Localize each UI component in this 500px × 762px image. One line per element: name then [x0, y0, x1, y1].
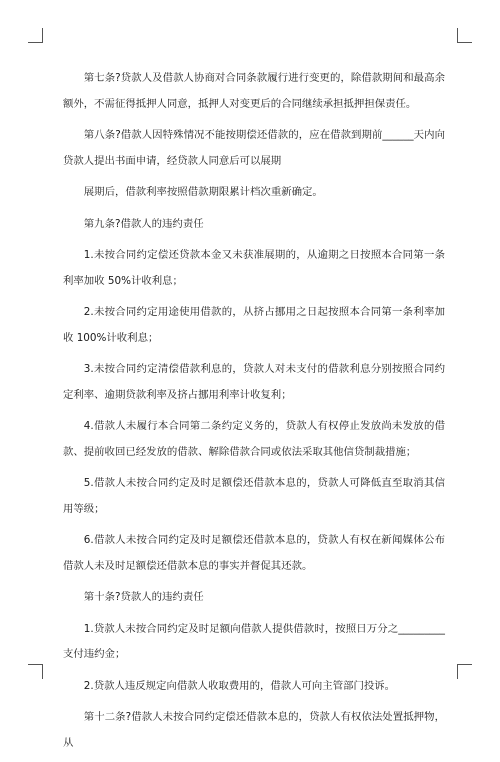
clause-10-item-1: 1.贷款人未按合同约定及时足额向借款人提供借款时，按照日万分之_________支付违约金；	[63, 622, 445, 660]
crop-mark-bottom-left	[28, 664, 43, 679]
clause-9-item-2: 2.未按合同约定用途使用借款的，从挤占挪用之日起按照本合同第一条利率加收 100%计收利息；	[63, 306, 445, 344]
clause-9-item-3: 3.未按合同约定清偿借款利息的，贷款人对未支付的借款利息分别按照合同约定利率、逾期贷款利率及挤占挪用利率计收复利；	[63, 363, 445, 401]
clause-9-heading: 第九条?借款人的违约责任	[83, 217, 204, 230]
clause-12: 第十二条?借款人未按合同约定偿还借款本息的，贷款人有权依法处置抵押物，从	[63, 711, 445, 749]
clause-7: 第七条?贷款人及借款人协商对合同条款履行进行变更的，除借款期间和最高余额外，不需征得抵押人同意，抵押人对变更后的合同继续承担抵押担保责任。	[63, 72, 445, 110]
clause-9-item-1: 1.未按合同约定偿还贷款本金又未获准展期的，从逾期之日按照本合同第一条利率加收 50%计收利息；	[63, 249, 445, 287]
clause-9-item-4: 4.借款人未履行本合同第二条约定义务的，贷款人有权停止发放尚未发放的借款、提前收回已经发放的借款、解除借款合同或依法采取其他信贷制裁措施；	[63, 420, 445, 458]
crop-mark-top-right	[457, 28, 472, 43]
clause-8: 第八条?借款人因特殊情况不能按期偿还借款的，应在借款到期前______天内向贷款人提出书面申请，经贷款人同意后可以展期	[63, 129, 445, 167]
clause-10-heading: 第十条?贷款人的违约责任	[83, 591, 204, 603]
document-body	[63, 66, 445, 762]
clause-9-item-6: 6.借款人未按合同约定及时足额偿还借款本息的，贷款人有权在新闻媒体公布借款人未及时足额偿还借款本息的事实并督促其还款。	[63, 534, 445, 572]
clause-10-item-2: 2.贷款人违反规定向借款人收取费用的，借款人可向主管部门投诉。	[83, 679, 396, 692]
crop-mark-top-left	[28, 28, 43, 43]
clause-8-continued: 展期后，借款利率按照借款期限累计档次重新确定。	[83, 186, 323, 198]
clause-9-item-5: 5.借款人未按合同约定及时足额偿还借款本息的，贷款人可降低直至取消其信用等级；	[63, 477, 445, 515]
crop-mark-bottom-right	[457, 664, 472, 679]
